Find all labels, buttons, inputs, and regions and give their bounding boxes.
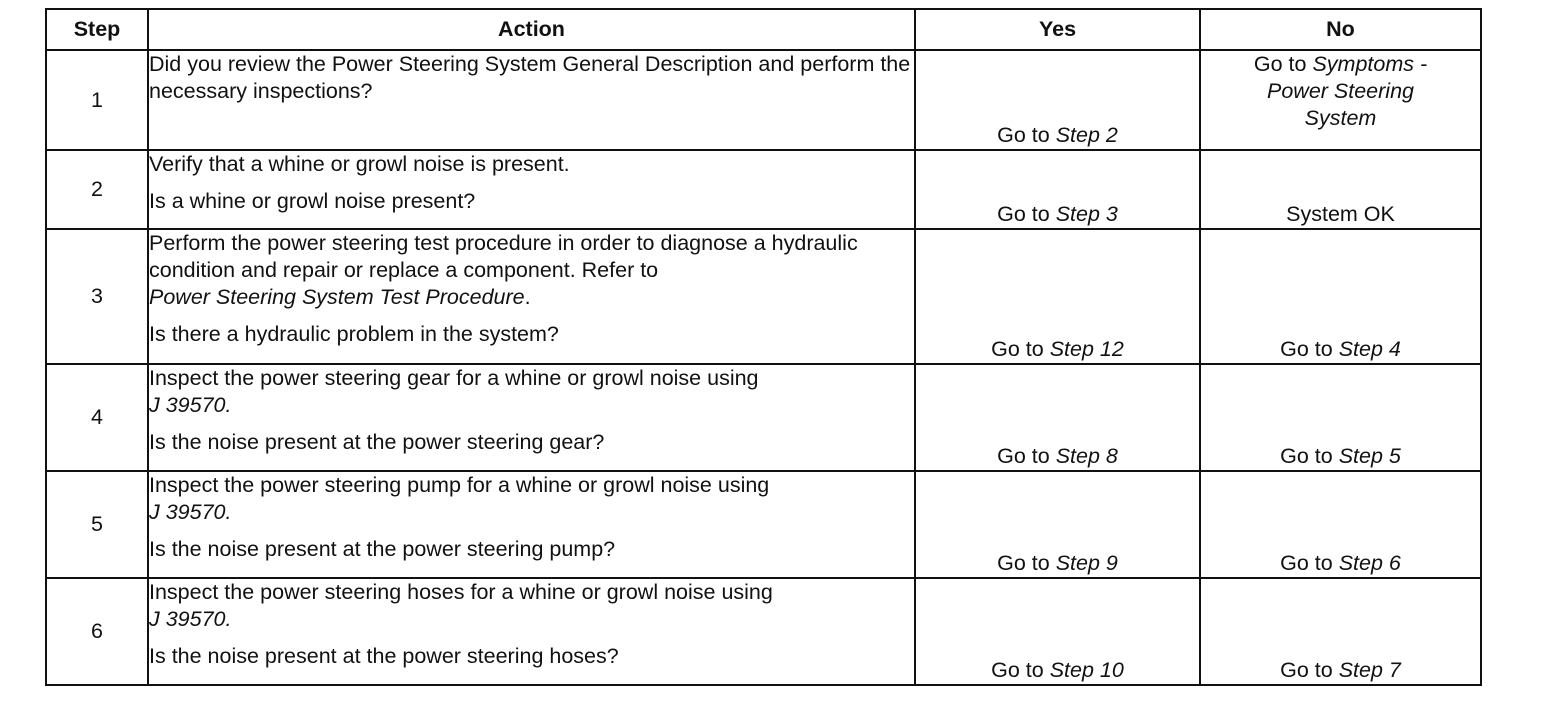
header-action: Action (148, 9, 915, 50)
no-prefix: Go to (1280, 444, 1339, 468)
yes-prefix: Go to (997, 551, 1056, 575)
table-row (46, 364, 1481, 471)
action-reference-link[interactable]: Power Steering System Test Procedure (149, 285, 525, 309)
no-result: System OK (1286, 202, 1395, 226)
action-tool-ref: J 39570. (149, 393, 232, 417)
step-number: 1 (46, 50, 148, 150)
no-cell (1200, 364, 1481, 471)
action-reference-suffix: . (524, 285, 531, 309)
header-no: No (1200, 9, 1481, 50)
no-cell (1200, 50, 1481, 150)
table-row (46, 150, 1481, 229)
action-instruction: Inspect the power steering pump for a whine or growl noise using (149, 473, 770, 497)
yes-step-link[interactable]: Step 12 (1049, 337, 1124, 361)
yes-step-link[interactable]: Step 10 (1049, 658, 1124, 682)
action-tool-ref: J 39570. (149, 607, 232, 631)
step-number: 3 (46, 229, 148, 364)
action-question: Is the noise present at the power steering pump? (149, 537, 616, 561)
action-instruction-block (149, 230, 914, 311)
no-prefix: Go to (1280, 551, 1339, 575)
yes-prefix: Go to (997, 202, 1056, 226)
no-step-link[interactable]: Step 5 (1338, 444, 1401, 468)
header-yes: Yes (915, 9, 1200, 50)
action-instruction: Inspect the power steering gear for a whine or growl noise using (149, 366, 759, 390)
step-number: 4 (46, 364, 148, 471)
action-instruction: Verify that a whine or growl noise is present. (149, 152, 570, 176)
yes-cell (915, 229, 1200, 364)
yes-cell (915, 471, 1200, 578)
yes-cell (915, 364, 1200, 471)
step-number: 6 (46, 578, 148, 685)
yes-step-link[interactable]: Step 8 (1055, 444, 1118, 468)
no-prefix: Go to (1253, 52, 1313, 76)
diagnostic-table (45, 8, 1482, 686)
action-instruction: Inspect the power steering hoses for a whine or growl noise using (149, 580, 773, 604)
yes-prefix: Go to (991, 658, 1050, 682)
yes-prefix: Go to (997, 123, 1056, 147)
no-cell (1200, 471, 1481, 578)
yes-cell (915, 150, 1200, 229)
action-cell (148, 229, 915, 364)
table-row (46, 471, 1481, 578)
yes-step-link[interactable]: Step 9 (1055, 551, 1118, 575)
no-step-link[interactable]: Step 4 (1338, 337, 1401, 361)
yes-cell (915, 50, 1200, 150)
header-step: Step (46, 9, 148, 50)
table-row (46, 229, 1481, 364)
action-cell (148, 364, 915, 471)
action-cell (148, 50, 915, 150)
action-instruction-block (149, 365, 914, 419)
action-question: Is the noise present at the power steering hoses? (149, 644, 619, 668)
action-cell (148, 471, 915, 578)
action-instruction: Perform the power steering test procedure in order to diagnose a hydraulic condition and repair or replace a component. Refer to (149, 231, 858, 282)
no-symptoms-link[interactable]: Symptoms - Power Steering System (1267, 52, 1428, 130)
step-number: 5 (46, 471, 148, 578)
action-tool-ref: J 39570. (149, 500, 232, 524)
action-instruction-block (149, 472, 914, 526)
action-cell (148, 578, 915, 685)
header-row (46, 9, 1481, 50)
table-row (46, 578, 1481, 685)
step-number: 2 (46, 150, 148, 229)
no-cell (1200, 150, 1481, 229)
no-cell (1200, 229, 1481, 364)
yes-step-link[interactable]: Step 3 (1055, 202, 1118, 226)
no-cell (1200, 578, 1481, 685)
action-question: Is the noise present at the power steering gear? (149, 430, 605, 454)
action-text: Did you review the Power Steering System General Description and perform the necessary inspections? (149, 52, 911, 103)
no-step-link[interactable]: Step 6 (1338, 551, 1401, 575)
action-cell (148, 150, 915, 229)
action-instruction-block (149, 579, 914, 633)
action-question: Is a whine or growl noise present? (149, 189, 476, 213)
yes-prefix: Go to (997, 444, 1056, 468)
no-prefix: Go to (1280, 337, 1339, 361)
action-question: Is there a hydraulic problem in the system? (149, 322, 559, 346)
no-step-link[interactable]: Step 7 (1338, 658, 1401, 682)
yes-prefix: Go to (991, 337, 1050, 361)
table-row (46, 50, 1481, 150)
yes-step-link[interactable]: Step 2 (1055, 123, 1118, 147)
no-prefix: Go to (1280, 658, 1339, 682)
yes-cell (915, 578, 1200, 685)
